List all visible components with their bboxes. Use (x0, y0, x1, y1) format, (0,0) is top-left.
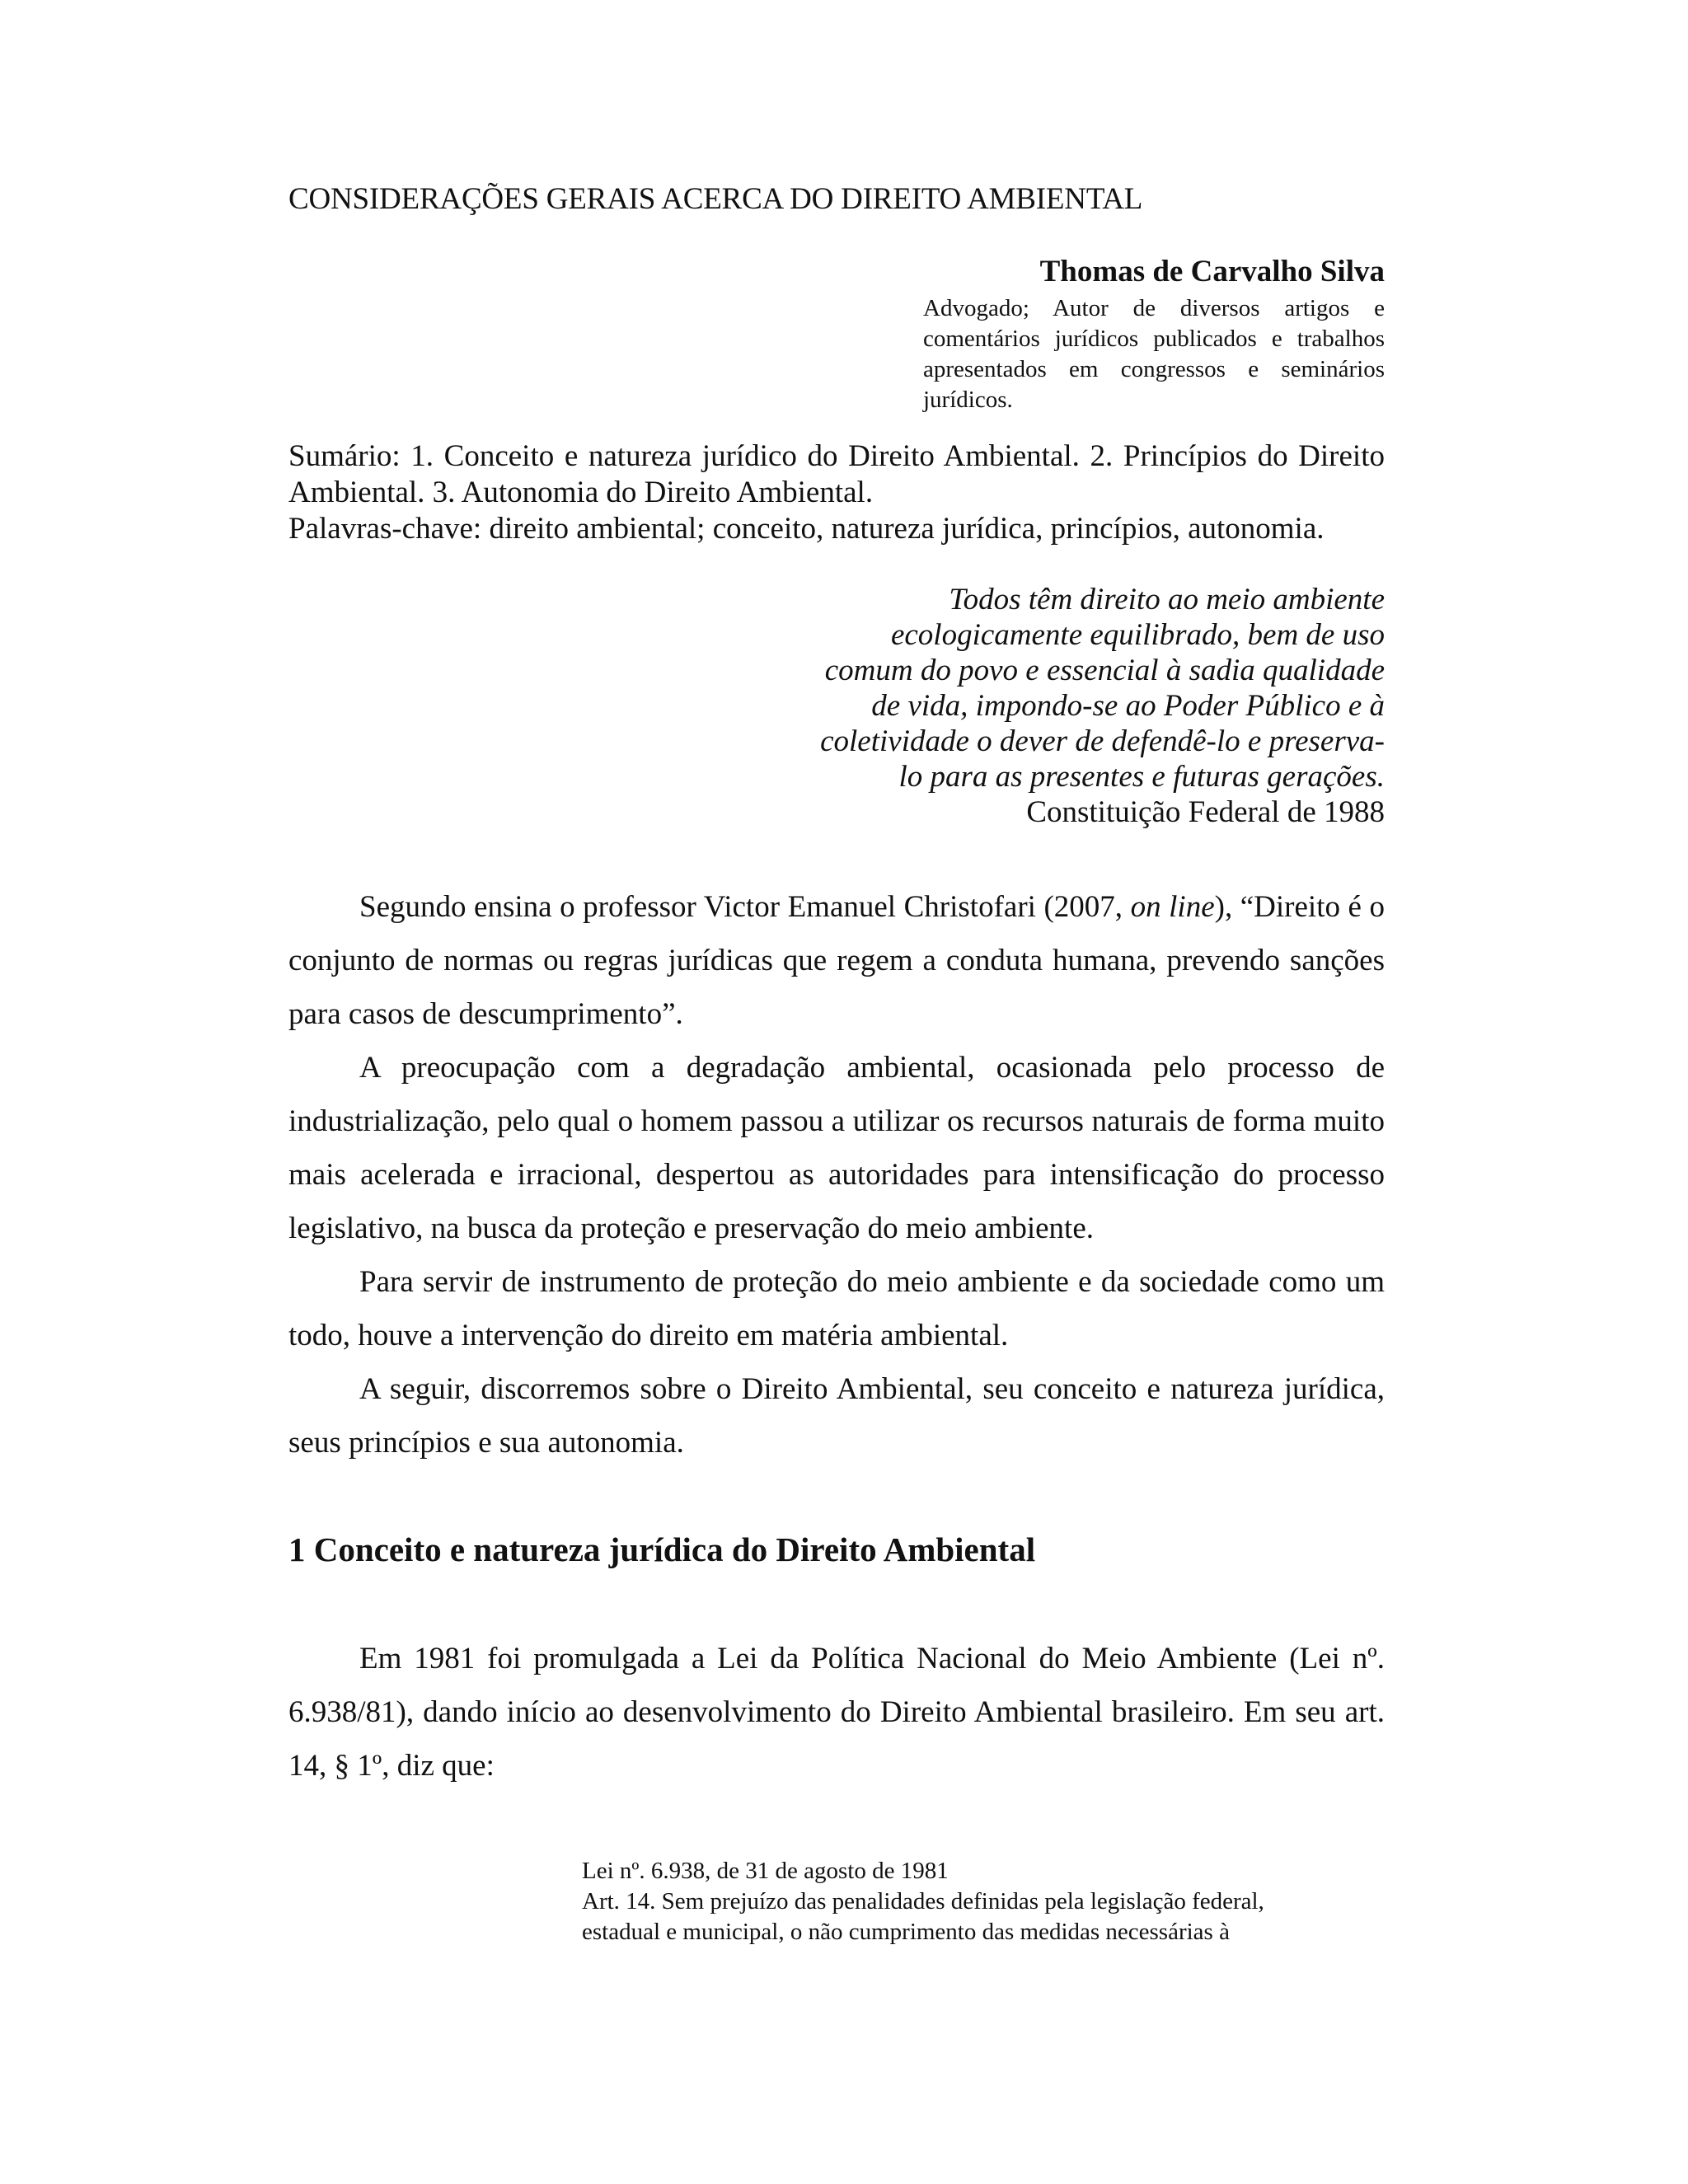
epigraph-line: coletividade o dever de defendê-lo e preserva- (820, 724, 1385, 758)
intro-paragraph-1 (288, 880, 1385, 1041)
intro-paragraph-4: A seguir, discorremos sobre o Direito Ambiental, seu conceito e natureza jurídica, seus princípios e sua autonomia. (288, 1372, 1385, 1460)
epigraph-line: comum do povo e essencial à sadia qualidade (824, 654, 1385, 687)
epigraph-source: Constituição Federal de 1988 (1026, 795, 1385, 829)
intro-paragraph-1-italic: on line (1130, 890, 1215, 924)
intro-section (288, 880, 1385, 1469)
law-quote-title: Lei nº. 6.938, de 31 de agosto de 1981 (582, 1858, 949, 1884)
intro-paragraph-3: Para servir de instrumento de proteção do meio ambiente e da sociedade como um todo, houve a intervenção do direito em matéria ambiental. (288, 1265, 1385, 1352)
section-1-body (288, 1632, 1385, 1793)
epigraph-line: ecologicamente equilibrado, bem de uso (890, 618, 1385, 652)
epigraph-line: de vida, impondo-se ao Poder Público e à (871, 689, 1385, 723)
author-name: Thomas de Carvalho Silva (1039, 255, 1385, 288)
epigraph-line: lo para as presentes e futuras gerações. (898, 760, 1385, 794)
law-quote-text: Art. 14. Sem prejuízo das penalidades definidas pela legislação federal, estadual e municipal, o não cumprimento das medidas necessárias à (582, 1888, 1264, 1945)
intro-paragraph-1-start: Segundo ensina o professor Victor Emanuel Christofari (2007, (359, 890, 1131, 924)
intro-paragraph-1-end: ), “Direito é o conjunto de normas ou regras jurídicas que regem a conduta humana, prevendo sanções para casos de descumprimento”. (288, 890, 1385, 1031)
intro-paragraph-2: A preocupação com a degradação ambiental, ocasionada pelo processo de industrialização, pelo qual o homem passou a utilizar os recursos naturais de forma muito mais acelerada e irracional, despertou as autoridades para intensificação do processo legislativo, na busca da proteção e preservação do meio ambiente. (288, 1051, 1385, 1245)
author-block (923, 251, 1385, 415)
law-quote (582, 1856, 1348, 1947)
epigraph (799, 582, 1385, 830)
summary-text: Sumário: 1. Conceito e natureza jurídico do Direito Ambiental. 2. Princípios do Direito Ambiental. 3. Autonomia do Direito Ambiental. (288, 439, 1385, 509)
document-title: CONSIDERAÇÕES GERAIS ACERCA DO DIREITO AMBIENTAL (288, 182, 1143, 216)
author-bio: Advogado; Autor de diversos artigos e comentários jurídicos publicados e trabalhos apresentados em congressos e seminários jurídicos. (923, 295, 1385, 413)
section-1-paragraph: Em 1981 foi promulgada a Lei da Política Nacional do Meio Ambiente (Lei nº. 6.938/81), dando início ao desenvolvimento do Direito Ambiental brasileiro. Em seu art. 14, § 1º, diz que: (288, 1642, 1385, 1783)
section-1-heading: 1 Conceito e natureza jurídica do Direito Ambiental (288, 1530, 1036, 1568)
keywords-text: Palavras-chave: direito ambiental; conceito, natureza jurídica, princípios, autonomia. (288, 512, 1325, 546)
epigraph-line: Todos têm direito ao meio ambiente (949, 583, 1385, 616)
summary-block (288, 438, 1385, 547)
